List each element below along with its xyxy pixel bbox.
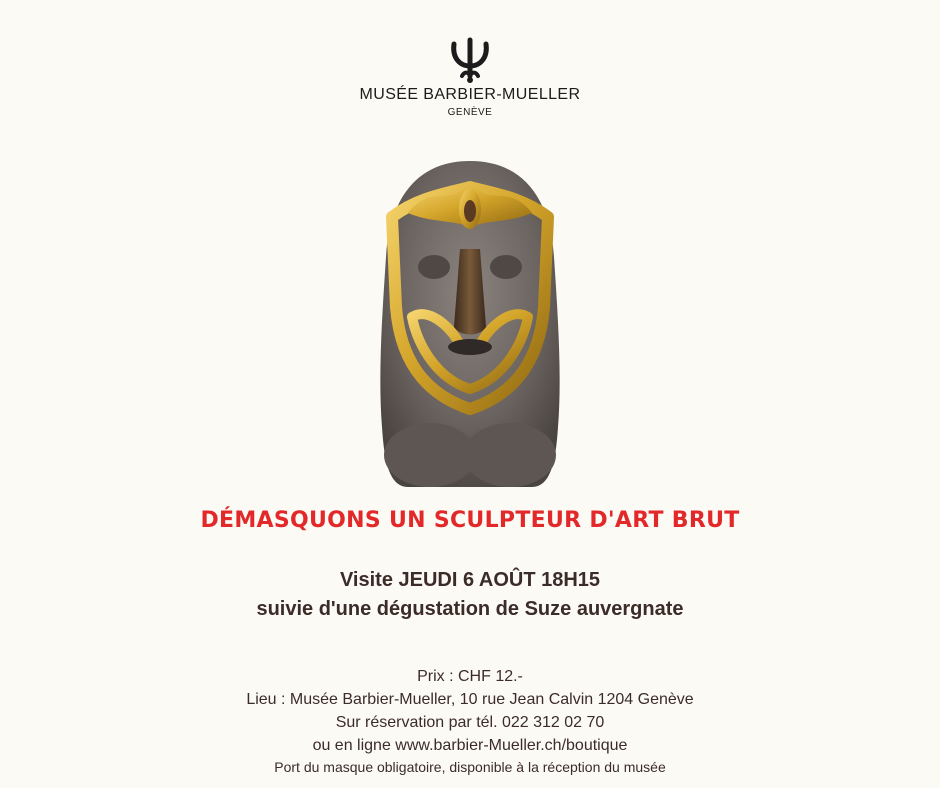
online-booking-line: ou en ligne www.barbier-Mueller.ch/boutique xyxy=(312,737,628,754)
museum-city: GENÈVE xyxy=(447,107,493,118)
visit-date-line: Visite JEUDI 6 AOÛT 18H15 xyxy=(339,569,601,591)
mask-notice-line: Port du masque obligatoire, disponible à la réception du musée xyxy=(274,759,666,775)
visit-block xyxy=(0,566,940,624)
event-headline: DÉMASQUONS UN SCULPTEUR D'ART BRUT xyxy=(200,508,740,533)
trident-logo-icon xyxy=(446,36,494,84)
price-line: Prix : CHF 12.- xyxy=(417,668,523,685)
reservation-line: Sur réservation par tél. 022 312 02 70 xyxy=(335,714,605,731)
location-line: Lieu : Musée Barbier-Mueller, 10 rue Jean Calvin 1204 Genève xyxy=(246,691,694,708)
event-details xyxy=(0,665,940,778)
tasting-line: suivie d'une dégustation de Suze auvergnate xyxy=(256,598,684,620)
stone-sculpture-gold-mask-image xyxy=(368,157,572,491)
museum-logo xyxy=(0,36,940,118)
museum-name: MUSÉE BARBIER-MUELLER xyxy=(359,86,581,103)
